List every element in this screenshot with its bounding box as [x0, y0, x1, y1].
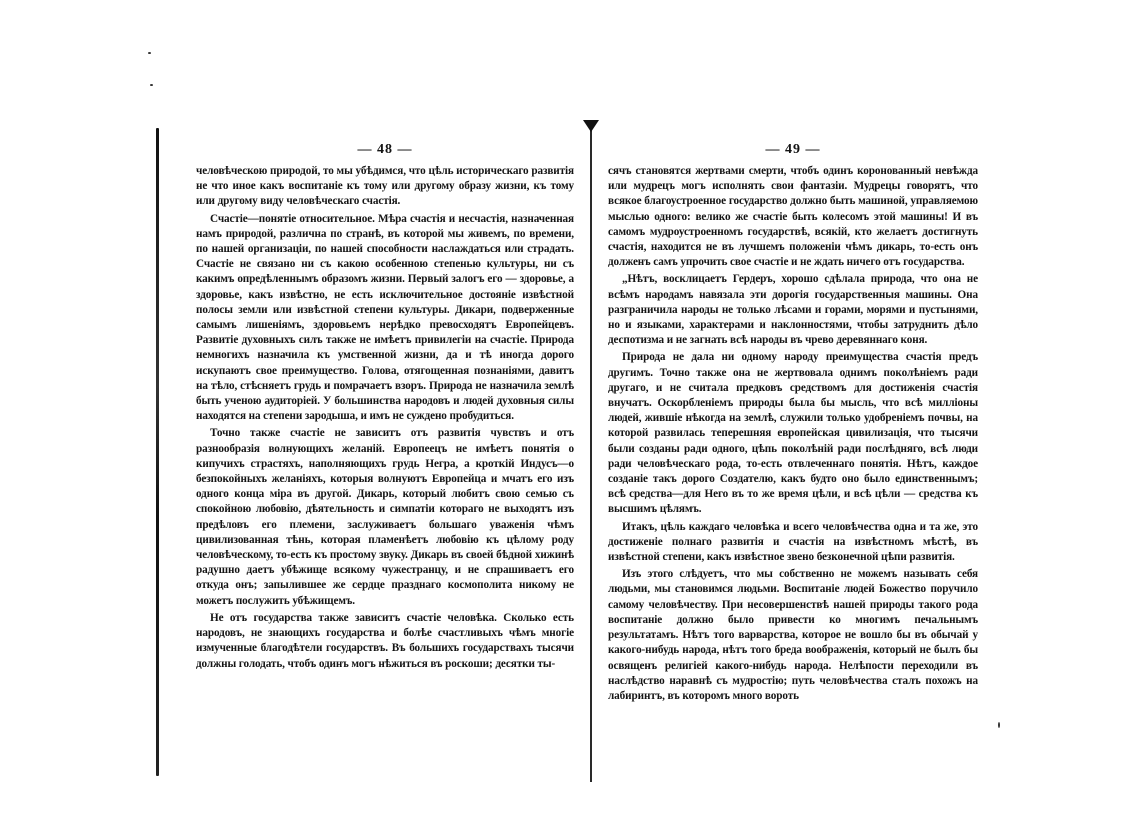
- paragraph: Природа не дала ни одному народу преимущества счастія предъ другимъ. Точно также она не жертвовала однимъ поколѣніемъ ради другаго, и не считала предковъ средствомъ для достиженія счастія внучатъ. Оскорбленіемъ природы была бы мысль, что всѣ милліоны людей, жившіе нѣкогда на землѣ, служили только удобреніемъ почвы, на которой развилась теперешняя европейская цивилизація, что тысячи были созданы ради одного, цѣпь поколѣній ради послѣдняго, всѣ люди ради человѣческаго рода, то-есть отвлеченнаго понятія. Нѣтъ, каждое созданіе такъ дорого Создателю, какъ будто оно было единственнымъ; всѣ средства—для Него въ то же время цѣли, и всѣ цѣли — средства къ высшимъ цѣлямъ.: [608, 351, 978, 516]
- left-page-edge: [156, 128, 159, 776]
- paragraph: сячъ становятся жертвами смерти, чтобъ одинъ коронованный невѣжда или мудрецъ могъ исполнять свои фантазіи. Мудрецы говорятъ, что всякое благоустроенное государство должно быть машиной, управляемою мыслью одного: велико же счастіе быть колесомъ этой машины! И въ самомъ мудроустроенномъ государствѣ, всякій, кто желаетъ достигнуть счастія, находится не въ лучшемъ положеніи чѣмъ дикарь, то-есть онъ долженъ самъ упрочить свое счастіе и не ждать ничего отъ государства.: [608, 165, 978, 269]
- left-page-text: [196, 164, 574, 672]
- paragraph: Итакъ, цѣль каждаго человѣка и всего человѣчества одна и та же, это достиженіе полнаго развитія и счастія на извѣстномъ мѣстѣ, въ извѣстной степени, какъ извѣстное звено безконечной цѣпи развитія.: [608, 520, 978, 564]
- paragraph: человѣческою природой, то мы убѣдимся, что цѣль историческаго развитія не что иное какъ воспитаніе къ тому или другому образу жизни, къ тому или другому виду человѣческаго счастія.: [196, 165, 574, 208]
- paragraph: Не отъ государства также зависитъ счастіе человѣка. Сколько есть народовъ, не знающихъ государства и болѣе счастливыхъ чѣмъ многіе измученные благодѣтели государствъ. Въ большихъ государствахъ тысячи должны голодать, чтобъ одинъ могъ нѣжиться въ роскоши; десятки ты-: [196, 611, 574, 670]
- book-gutter: [590, 124, 592, 782]
- scan-speck: [148, 52, 151, 54]
- scan-speck: [998, 722, 1000, 728]
- right-page-text: [608, 164, 978, 704]
- paragraph: Счастіе—понятіе относительное. Мѣра счастія и несчастія, назначенная намъ природой, различна по странѣ, въ которой мы живемъ, по времени, по нашей организаціи, по нашей способности наслаждаться или страдать. Счастіе не связано ни съ какою особенною степенью культуры, ни съ какимъ опредѣленнымъ образомъ жизни. Первый залогъ его — здоровье, а здоровье, какъ извѣстно, не есть исключительное достояніе извѣстной полосы земли или извѣстной степени культуры. Дикари, подверженные самымъ лишеніямъ, здоровьемъ нерѣдко превосходятъ Европейцевъ. Развитіе духовныхъ силъ также не имѣетъ привилегіи на счастіе. Природа немногихъ назначила къ умственной жизни, да и тѣ иногда дорого искупаютъ свое преимущество. Голова, отягощенная познаніями, давитъ на тѣло, стѣсняетъ грудь и помрачаетъ взоръ. Природа не назначила землѣ быть ученою аудиторіей. У большинства народовъ и людей духовныя силы находятся на степени зародыша, и имъ не суждено пробудиться.: [196, 212, 574, 423]
- paragraph: Точно также счастіе не зависитъ отъ развитія чувствъ и отъ разнообразія волнующихъ желаній. Европеецъ не имѣетъ понятія о кипучихъ страстяхъ, наполняющихъ грудь Негра, а кроткій Индусъ—о безпокойныхъ желаніяхъ, которыя волнуютъ Европейца и мчатъ его изъ одного конца міра въ другой. Дикарь, который любитъ свою семью съ спокойною любовію, дѣятельность и симпатіи котораго не выходятъ изъ предѣловъ его племени, заслуживаетъ большаго уваженія чѣмъ цивилизованная тѣнь, которая пламенѣетъ любовію къ цѣлому роду человѣческому, то-есть къ простому звуку. Дикарь въ своей бѣдной хижинѣ радушно даетъ убѣжище всякому чужестранцу, и не спрашиваетъ его откуда онъ; запылившее же сердце празднаго космополита никому не можетъ послужить убѣжищемъ.: [196, 427, 574, 607]
- scan-speck: [150, 84, 153, 86]
- right-page-number: — 49 —: [765, 142, 821, 157]
- paragraph: Изъ этого слѣдуетъ, что мы собственно не можемъ называть себя людьми, мы становимся людьми. Воспитаніе людей Божество поручило самому человѣчеству. При несовершенствѣ нашей природы такого рода воспитаніе должно было привести ко многимъ печальнымъ результатамъ. Нѣтъ того варварства, которое не вошло бы въ обычай у какого-нибудь народа, нѣтъ того бреда воображенія, который не былъ бы освященъ религіей какого-нибудь народа. Нелѣпости переходили въ наслѣдство наравнѣ съ мудростію; путь человѣчества сталъ похожъ на лабиринтъ, въ которомъ много вороть: [608, 568, 978, 702]
- right-page: [608, 140, 978, 704]
- gutter-mark: [583, 120, 599, 132]
- paragraph: „Нѣтъ, восклицаетъ Гердеръ, хорошо сдѣлала природа, что она не всѣмъ народамъ навязала эти дорогія государственныя машины. Она разграничила народы не только лѣсами и горами, морями и пустынями, но и языками, характерами и наклонностями, чтобы затруднить дѣло деспотизма и не загнать всѣ народы въ чрево деревяннаго коня.: [608, 273, 978, 347]
- left-page-number: — 48 —: [357, 142, 413, 157]
- left-page: [196, 140, 574, 672]
